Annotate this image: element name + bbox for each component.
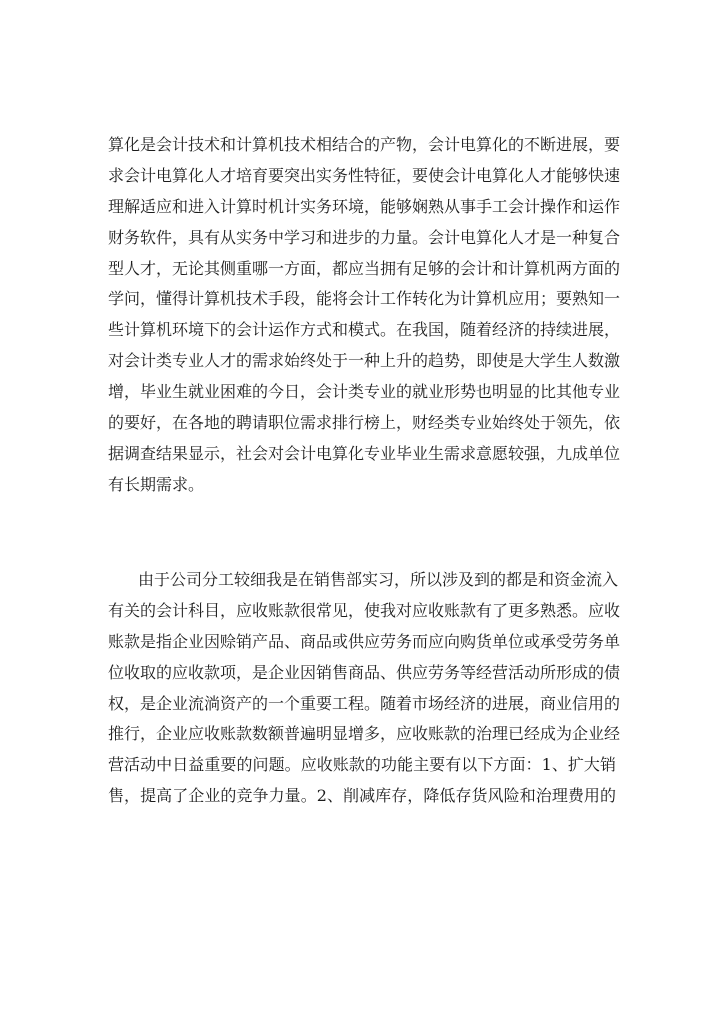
text-line: 推行，企业应收账款数额普遍明显增多，应收账款的治理已经成为企业经 (108, 724, 621, 744)
text-line: 算化是会计技术和计算机技术相结合的产物，会计电算化的不断进展，要 (108, 135, 621, 154)
text-line: 求会计电算化人才培育要突出实务性特征，要使会计电算化人才能够快速 (108, 165, 621, 185)
text-line: 学问，懂得计算机技术手段，能将会计工作转化为计算机应用；要熟知一 (108, 289, 621, 309)
text-line: 售，提高了企业的竞争力量。2、削减库存，降低存货风险和治理费用的 (108, 786, 616, 806)
text-line: 增，毕业生就业困难的今日，会计类专业的就业形势也明显的比其他专业 (108, 382, 621, 402)
text-line: 的要好，在各地的聘请职位需求排行榜上，财经类专业始终处于领先，依 (108, 413, 621, 433)
text-line: 有关的会计科目，应收账款很常见，使我对应收账款有了更多熟悉。应收 (108, 600, 621, 620)
text-line: 些计算机环境下的会计运作方式和模式。在我国，随着经济的持续进展， (108, 320, 621, 340)
text-line: 据调查结果显示，社会对会计电算化专业毕业生需求意愿较强，九成单位 (108, 443, 621, 463)
text-line: 理解适应和进入计算时机计实务环境，能够娴熟从事手工会计操作和运作 (108, 196, 621, 216)
text-line: 账款是指企业因赊销产品、商品或供应劳务而应向购货单位或承受劳务单 (108, 631, 621, 651)
paragraph-2 (108, 565, 621, 812)
text-line: 由于公司分工较细我是在销售部实习，所以涉及到的都是和资金流入 (138, 570, 619, 589)
paragraph-1 (108, 130, 621, 501)
text-line: 型人才，无论其侧重哪一方面，都应当拥有足够的会计和计算机两方面的 (108, 258, 621, 278)
text-line: 财务软件，具有从实务中学习和进步的力量。会计电算化人才是一种复合 (108, 227, 621, 247)
text-line: 有长期需求。 (108, 474, 205, 494)
text-line: 位收取的应收款项，是企业因销售商品、供应劳务等经营活动所形成的债 (108, 662, 621, 682)
text-line: 对会计类专业人才的需求始终处于一种上升的趋势，即使是大学生人数激 (108, 351, 621, 371)
text-line: 营活动中日益重要的问题。应收账款的功能主要有以下方面：1、扩大销 (108, 755, 616, 775)
text-line: 权，是企业流淌资产的一个重要工程。随着市场经济的进展，商业信用的 (108, 693, 621, 713)
